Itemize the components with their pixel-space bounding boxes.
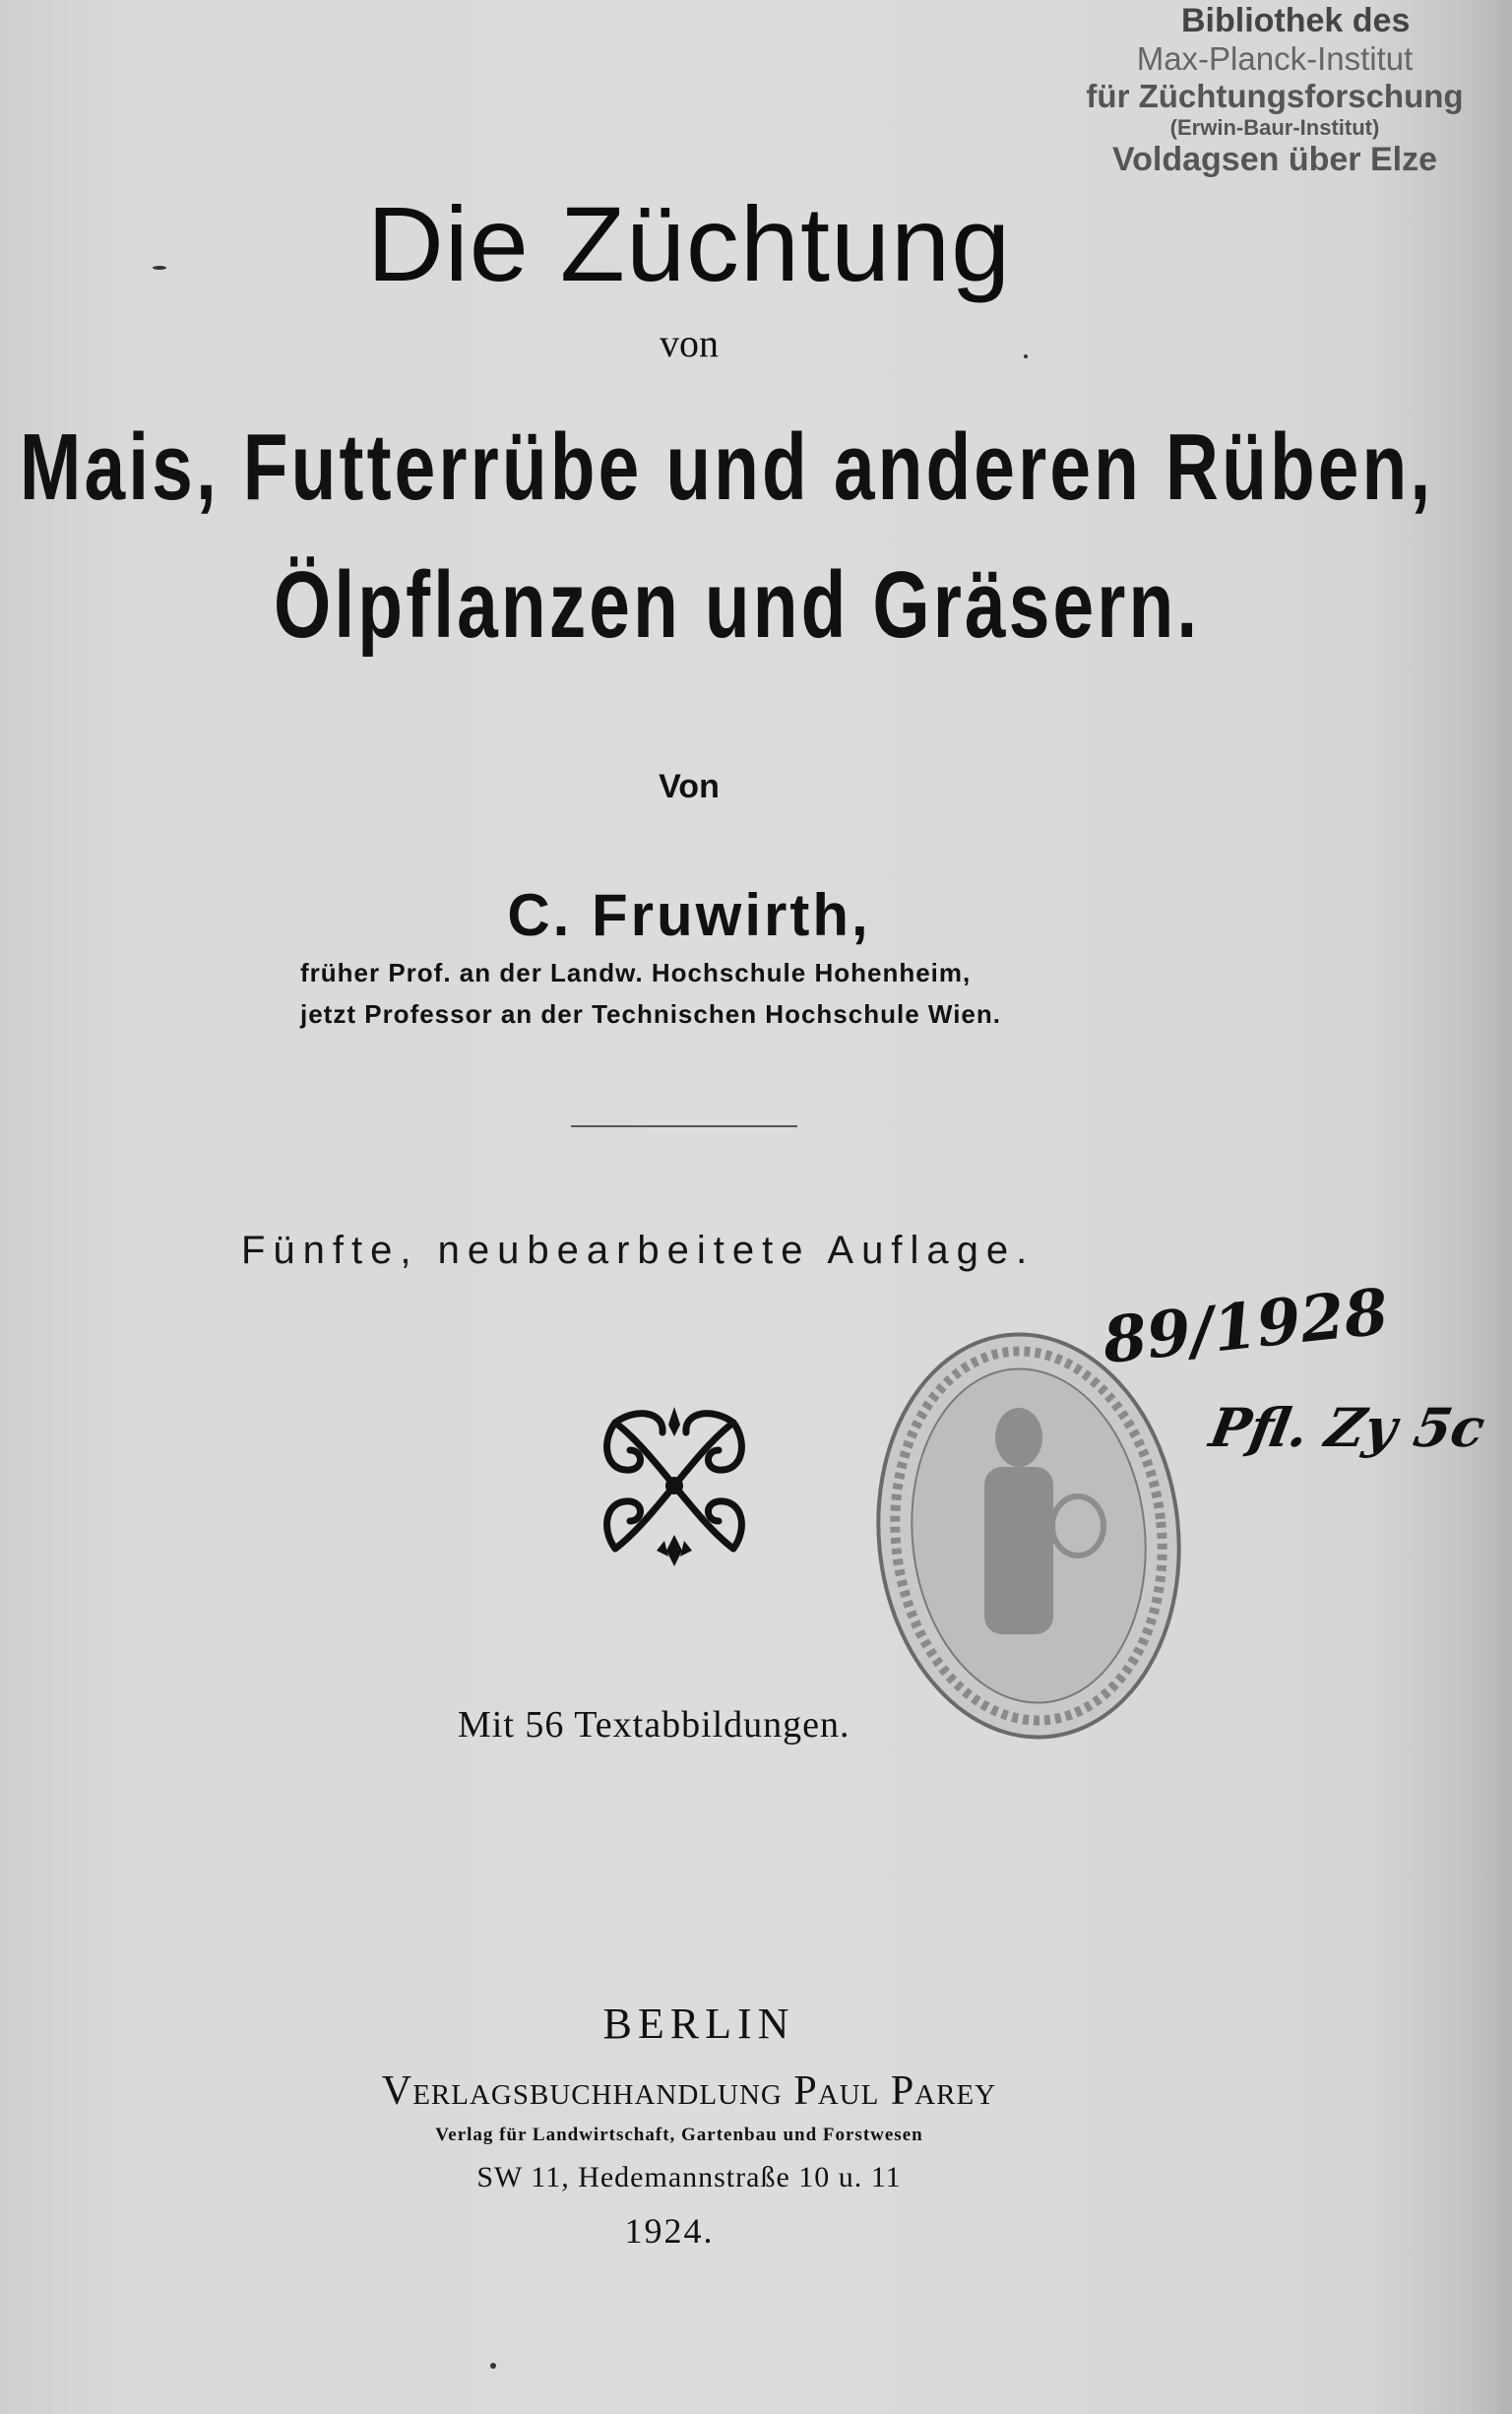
divider-rule bbox=[571, 1125, 797, 1127]
author-affiliation-2: jetzt Professor an der Technischen Hochschule Wien. bbox=[300, 999, 1001, 1029]
edition-statement: Fünfte, neubearbeitete Auflage. bbox=[241, 1229, 1036, 1272]
library-stamp-line-2: Max-Planck-Institut bbox=[1136, 40, 1414, 77]
library-stamp-line-1: Bibliothek des bbox=[1181, 2, 1411, 39]
library-stamp-line-3: für Züchtungsforschung bbox=[1086, 78, 1464, 114]
author-by-label: Von bbox=[659, 768, 720, 805]
imprint-address: SW 11, Hedemannstraße 10 u. 11 bbox=[476, 2161, 902, 2193]
ink-speck bbox=[153, 266, 166, 270]
illustrations-note: Mit 56 Textabbildungen. bbox=[458, 1704, 850, 1746]
ink-speck bbox=[490, 2363, 496, 2369]
imprint-publisher: Verlagsbuchhandlung Paul Parey bbox=[381, 2068, 997, 2114]
library-stamp bbox=[1043, 2, 1506, 179]
imprint-publisher-subtitle: Verlag für Landwirtschaft, Gartenbau und Forstwesen bbox=[435, 2125, 923, 2145]
ink-speck bbox=[1024, 354, 1028, 358]
handwritten-accession-number: 89/1928 bbox=[1099, 1275, 1392, 1378]
imprint-city: BERLIN bbox=[602, 2000, 795, 2048]
subtitle-line-1: Mais, Futterrübe und anderen Rüben, bbox=[20, 414, 1434, 520]
library-seal-icon bbox=[866, 1319, 1191, 1752]
title-connector: von bbox=[660, 321, 719, 365]
book-title: Die Züchtung bbox=[366, 184, 1012, 303]
library-stamp-line-5: Voldagsen über Elze bbox=[1111, 141, 1437, 178]
floral-ornament-icon bbox=[596, 1403, 753, 1568]
subtitle-line-2: Ölpflanzen und Gräsern. bbox=[274, 552, 1201, 658]
author-affiliation-1: früher Prof. an der Landw. Hochschule Hohenheim, bbox=[300, 958, 972, 987]
handwritten-shelfmark: Pfl. Zy 5c bbox=[1205, 1396, 1490, 1459]
library-stamp-line-4: (Erwin-Baur-Institut) bbox=[1169, 115, 1380, 140]
imprint-year: 1924. bbox=[624, 2211, 715, 2251]
author-name: C. Fruwirth, bbox=[507, 882, 871, 948]
